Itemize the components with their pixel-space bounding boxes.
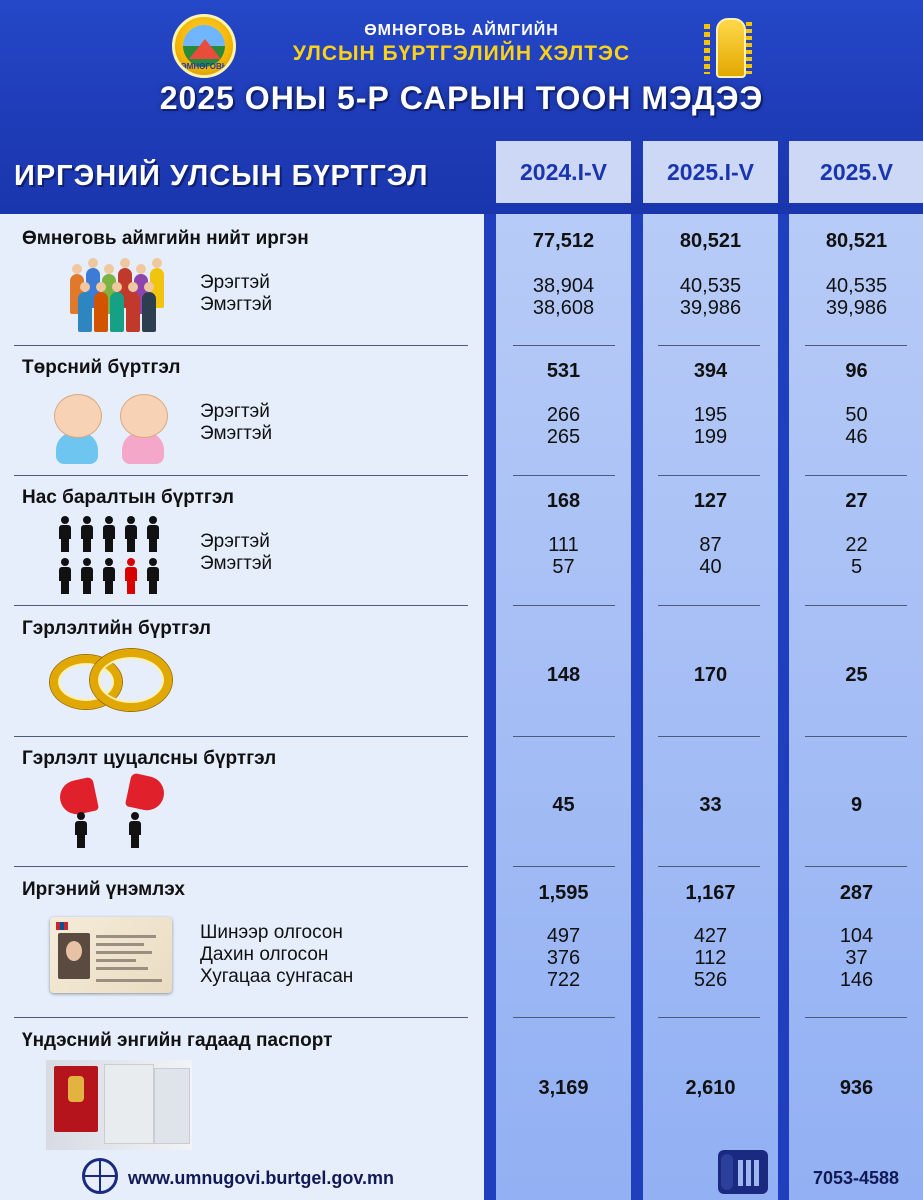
section-title: ИРГЭНИЙ УЛСЫН БҮРТГЭЛ xyxy=(14,160,429,192)
sub-value: 5 xyxy=(850,556,863,578)
sub-value: 57 xyxy=(552,556,575,578)
total-value: 25 xyxy=(845,664,868,686)
sub-value: 38,904 xyxy=(532,275,595,297)
row-title-passports: Үндэсний энгийн гадаад паспорт xyxy=(22,1030,333,1051)
row-divider xyxy=(513,345,615,346)
sub-label-male: Эрэгтэй xyxy=(200,531,270,552)
sub-value: 40 xyxy=(699,556,722,578)
row-divider xyxy=(14,475,468,476)
sub-value: 111 xyxy=(548,534,579,556)
wedding-rings-icon xyxy=(48,645,178,720)
sub-value: 722 xyxy=(546,969,581,991)
row-divider xyxy=(14,736,468,737)
crowd-icon xyxy=(66,256,166,332)
sub-label-female: Эмэгтэй xyxy=(200,294,273,315)
passport-image xyxy=(46,1060,192,1150)
row-title-marriages: Гэрлэлтийн бүртгэл xyxy=(22,618,211,639)
total-value: 287 xyxy=(839,882,874,904)
sub-value: 104 xyxy=(839,925,874,947)
row-divider xyxy=(805,736,907,737)
row-divider xyxy=(805,866,907,867)
total-value: 27 xyxy=(845,490,868,512)
row-title-divorces: Гэрлэлт цуцалсны бүртгэл xyxy=(22,748,277,769)
total-value: 3,169 xyxy=(538,1077,589,1099)
id-card-image xyxy=(50,917,172,993)
total-value: 80,521 xyxy=(679,230,742,252)
sub-value: 199 xyxy=(693,426,728,448)
total-value: 77,512 xyxy=(532,230,595,252)
sub-label-male: Эрэгтэй xyxy=(200,272,270,293)
total-value: 168 xyxy=(546,490,581,512)
total-value: 80,521 xyxy=(825,230,888,252)
column-header-2024-i-v: 2024.I-V xyxy=(496,141,631,203)
row-divider xyxy=(513,1017,615,1018)
phone-icon xyxy=(718,1150,768,1194)
sub-label-reissue: Дахин олгосон xyxy=(200,944,329,965)
sub-value: 195 xyxy=(693,404,728,426)
total-value: 33 xyxy=(699,794,722,816)
row-divider xyxy=(805,475,907,476)
row-divider xyxy=(14,1017,468,1018)
sub-value: 46 xyxy=(845,426,868,448)
sub-value: 266 xyxy=(546,404,581,426)
total-value: 9 xyxy=(850,794,863,816)
row-divider xyxy=(658,475,760,476)
row-divider xyxy=(14,605,468,606)
row-divider xyxy=(805,1017,907,1018)
row-title-id-cards: Иргэний үнэмлэх xyxy=(22,879,186,900)
row-divider xyxy=(658,866,760,867)
province-emblem-icon: ӨМНӨГОВЬ xyxy=(172,14,236,78)
total-value: 1,167 xyxy=(685,882,736,904)
row-divider xyxy=(658,1017,760,1018)
total-value: 45 xyxy=(552,794,575,816)
phone-number: 7053-4588 xyxy=(812,1168,900,1188)
row-divider xyxy=(513,605,615,606)
total-value: 394 xyxy=(693,360,728,382)
babies-icon xyxy=(50,392,180,468)
sub-label-male: Эрэгтэй xyxy=(200,401,270,422)
sub-value: 37 xyxy=(845,947,868,969)
row-divider xyxy=(658,605,760,606)
sub-value: 50 xyxy=(845,404,868,426)
sub-label-renewal: Хугацаа сунгасан xyxy=(200,966,354,987)
page-title: 2025 ОНЫ 5-Р САРЫН ТООН МЭДЭЭ xyxy=(159,80,764,116)
sub-value: 22 xyxy=(845,534,868,556)
sub-value: 265 xyxy=(546,426,581,448)
row-divider xyxy=(513,475,615,476)
row-title-births: Төрсний бүртгэл xyxy=(22,357,181,378)
sub-value: 38,608 xyxy=(532,297,595,319)
total-value: 1,595 xyxy=(538,882,589,904)
column-header-2025-v: 2025.V xyxy=(789,141,923,203)
total-value: 531 xyxy=(546,360,581,382)
row-title-population: Өмнөговь аймгийн нийт иргэн xyxy=(22,228,309,249)
sub-label-female: Эмэгтэй xyxy=(200,553,273,574)
people-figures-icon xyxy=(58,516,168,596)
sub-value: 39,986 xyxy=(825,297,888,319)
website-link[interactable]: www.umnugovi.burtgel.gov.mn xyxy=(128,1168,394,1188)
sub-value: 376 xyxy=(546,947,581,969)
row-divider xyxy=(658,736,760,737)
sub-value: 39,986 xyxy=(679,297,742,319)
total-value: 2,610 xyxy=(685,1077,736,1099)
sub-value: 40,535 xyxy=(679,275,742,297)
row-divider xyxy=(14,866,468,867)
header-province: ӨМНӨГОВЬ АЙМГИЙН xyxy=(364,22,559,39)
globe-icon xyxy=(82,1158,118,1194)
sub-label-female: Эмэгтэй xyxy=(200,423,273,444)
row-divider xyxy=(805,605,907,606)
row-divider xyxy=(658,345,760,346)
row-divider xyxy=(14,345,468,346)
sub-value: 146 xyxy=(839,969,874,991)
row-divider xyxy=(805,345,907,346)
sub-value: 497 xyxy=(546,925,581,947)
row-title-deaths: Нас баралтын бүртгэл xyxy=(22,487,234,508)
sub-value: 112 xyxy=(694,947,727,969)
total-value: 936 xyxy=(839,1077,874,1099)
row-divider xyxy=(513,866,615,867)
row-divider xyxy=(513,736,615,737)
header-department: УЛСЫН БҮРТГЭЛИЙН ХЭЛТЭС xyxy=(292,42,631,65)
broken-heart-icon xyxy=(56,776,172,856)
sub-label-new-issue: Шинээр олгосон xyxy=(200,922,343,943)
sub-value: 427 xyxy=(693,925,728,947)
sub-value: 87 xyxy=(699,534,722,556)
total-value: 96 xyxy=(845,360,868,382)
sub-value: 40,535 xyxy=(825,275,888,297)
sub-value: 526 xyxy=(693,969,728,991)
total-value: 127 xyxy=(693,490,728,512)
total-value: 170 xyxy=(693,664,728,686)
column-header-2025-i-v: 2025.I-V xyxy=(643,141,778,203)
total-value: 148 xyxy=(546,664,581,686)
